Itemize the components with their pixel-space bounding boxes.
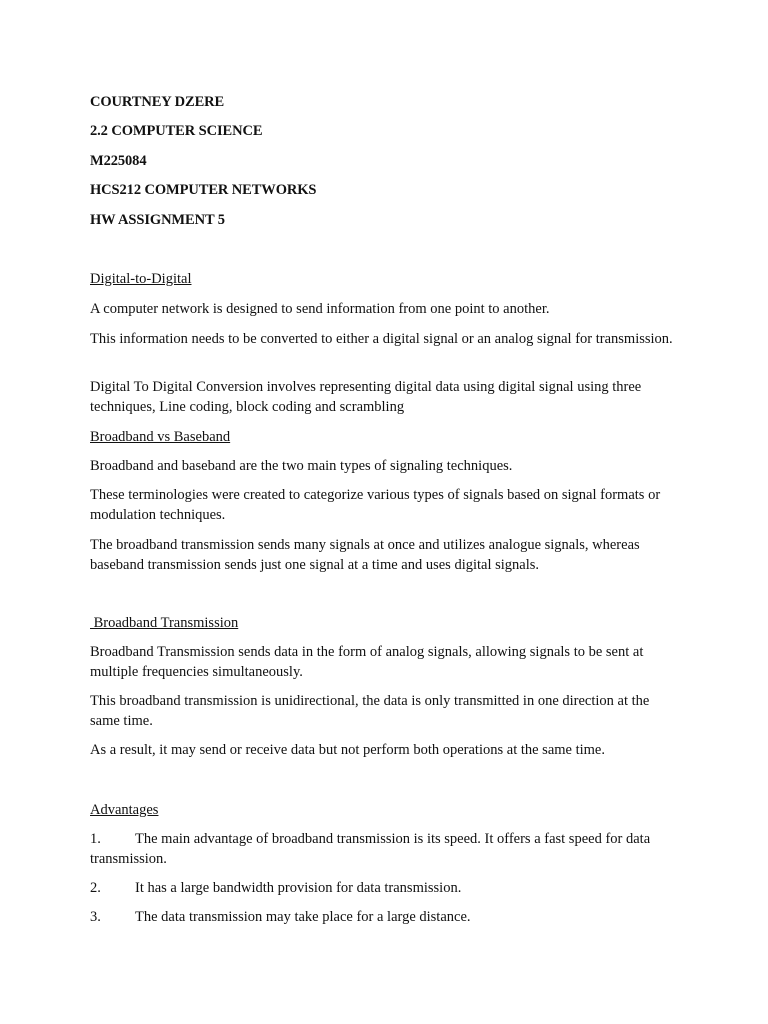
list-item-text: The data transmission may take place for a large distance. [135, 909, 471, 925]
bb-paragraph-2: These terminologies were created to categorize various types of signals based on signal formats or modulation techniques. [90, 487, 661, 523]
list-item-number: 2. [90, 880, 101, 896]
author-name: COURTNEY DZERE [90, 94, 225, 110]
heading-digital-to-digital: Digital-to-Digital [90, 271, 192, 287]
bb-paragraph-1: Broadband and baseband are the two main types of signaling techniques. [90, 458, 513, 474]
program-line: 2.2 COMPUTER SCIENCE [90, 123, 263, 139]
bb-paragraph-3: The broadband transmission sends many signals at once and utilizes analogue signals, whereas baseband transmission sends just one signal at a time and uses digital signals. [90, 537, 640, 573]
list-item [90, 908, 680, 928]
bt-paragraph-3: As a result, it may send or receive data but not perform both operations at the same time. [90, 742, 605, 758]
list-item [90, 830, 680, 869]
list-item-text: The main advantage of broadband transmission is its speed. It offers a fast speed for data transmission. [90, 831, 651, 867]
list-item [90, 879, 680, 899]
list-item-number: 1. [90, 831, 101, 847]
heading-broadband-transmission: Broadband Transmission [90, 615, 239, 631]
heading-broadband-vs-baseband: Broadband vs Baseband [90, 429, 231, 445]
digital-paragraph-3: Digital To Digital Conversion involves representing digital data using digital signal using three techniques, Line coding, block coding and scrambling [90, 379, 642, 415]
digital-paragraph-2: This information needs to be converted to either a digital signal or an analog signal for transmission. [90, 331, 673, 347]
student-id: M225084 [90, 153, 147, 169]
digital-paragraph-1: A computer network is designed to send information from one point to another. [90, 301, 550, 317]
assignment-title: HW ASSIGNMENT 5 [90, 212, 225, 228]
bt-paragraph-1: Broadband Transmission sends data in the form of analog signals, allowing signals to be sent at multiple frequencies simultaneously. [90, 644, 644, 680]
list-item-number: 3. [90, 909, 101, 925]
heading-advantages: Advantages [90, 802, 159, 818]
heading-broadband-transmission-wrap [90, 614, 680, 634]
bt-paragraph-2: This broadband transmission is unidirectional, the data is only transmitted in one direction at the same time. [90, 693, 650, 729]
list-item-text: It has a large bandwidth provision for data transmission. [135, 880, 462, 896]
course-line: HCS212 COMPUTER NETWORKS [90, 182, 317, 198]
